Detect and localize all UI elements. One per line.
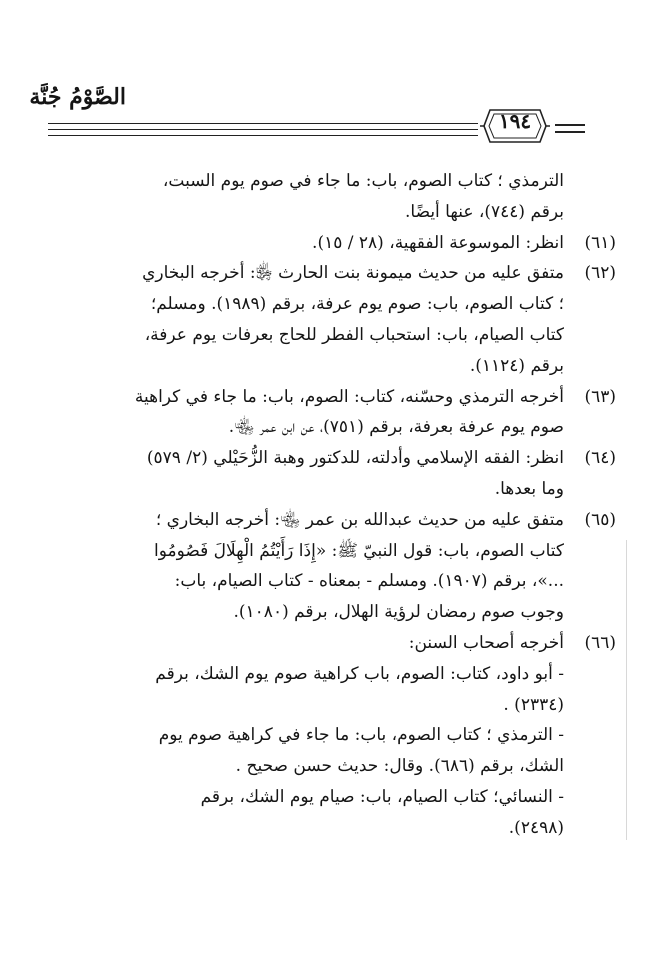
page-number: ١٩٤ (498, 109, 532, 133)
continuation-line: الترمذي ؛ كتاب الصوم، باب: ما جاء في صوم يوم السبت، (162, 171, 564, 191)
footnote-text: كتاب الصيام، باب: استحباب الفطر للحاج بعرفات يوم عرفة، (144, 324, 564, 345)
header-rule (48, 129, 478, 130)
footnote-64 (51, 443, 616, 474)
footnote-text: - الترمذي ؛ كتاب الصوم، باب: ما جاء في كراهية صوم يوم (158, 725, 564, 746)
header-rule (555, 131, 585, 133)
footnote-65 (51, 505, 616, 536)
footnote-63 (51, 382, 616, 413)
footnote-text: - النسائي؛ كتاب الصيام، باب: صيام يوم الشك، برقم (200, 786, 564, 807)
footnote-number: (٦٥) (584, 509, 616, 530)
footnote-text: (٢٤٩٨). (508, 817, 564, 838)
footnote-number: (٦٣) (584, 386, 616, 407)
footnote-text: انظر: الموسوعة الفقهية، (٢٨ / ١٥). (312, 232, 564, 253)
footnote-number: (٦٢) (584, 263, 616, 284)
footnote-text: ؛ كتاب الصوم، باب: صوم يوم عرفة، برقم (١٩٨٩). ومسلم؛ (150, 294, 564, 315)
footnote-text: أخرجه الترمذي وحسّنه، كتاب: الصوم، باب: ما جاء في كراهية (134, 386, 564, 407)
footnote-number: (٦١) (584, 232, 616, 253)
footnote-number: (٦٦) (584, 632, 616, 653)
header-rule (48, 135, 478, 136)
footnote-text: (٢٣٣٤) . (503, 694, 564, 715)
scan-edge-mark (626, 540, 627, 840)
footnote-text: ...»، برقم (١٩٠٧). ومسلم - بمعناه - كتاب الصيام، باب: (174, 571, 564, 592)
continuation-line: برقم (٧٤٤)، عنها أيضًا. (405, 201, 564, 222)
footnote-text: أخرجه أصحاب السنن: (408, 632, 564, 653)
footnote-text: متفق عليه من حديث عبدالله بن عمر ﵄: أخرجه البخاري ؛ (155, 509, 564, 530)
footnote-number: (٦٤) (584, 448, 616, 469)
footnote-text: الشك، برقم (٦٨٦). وقال: حديث حسن صحيح . (235, 756, 564, 777)
footnote-61 (51, 228, 616, 259)
footnote-text: برقم (١١٢٤). (469, 355, 564, 376)
footnote-text: صوم يوم عرفة بعرفة، برقم (٧٥١)، عن ابن عمر ﵄. (228, 417, 564, 438)
footnote-text: - أبو داود، كتاب: الصوم، باب كراهية صوم يوم الشك، برقم (155, 663, 564, 684)
running-header-title: الصَّوْمُ جُنَّة (29, 84, 126, 110)
footnote-66 (51, 628, 616, 659)
header-rule (48, 123, 478, 124)
footnote-text: انظر: الفقه الإسلامي وأدلته، للدكتور وهبة الزُّحَيْلي (٢/ ٥٧٩) (146, 448, 564, 469)
footnote-62 (51, 258, 616, 289)
header-rule (555, 124, 585, 126)
footnote-text: وجوب صوم رمضان لرؤية الهلال، برقم (١٠٨٠). (233, 602, 564, 623)
footnote-text: كتاب الصوم، باب: قول النبيّ ﷺ: «إِذَا رَأَيْتُمُ الْهِلَالَ فَصُومُوا (153, 540, 564, 561)
footnotes-body (51, 166, 616, 844)
footnote-text: متفق عليه من حديث ميمونة بنت الحارث ﵂: أخرجه البخاري (142, 263, 564, 284)
footnote-text: وما بعدها. (494, 478, 564, 499)
